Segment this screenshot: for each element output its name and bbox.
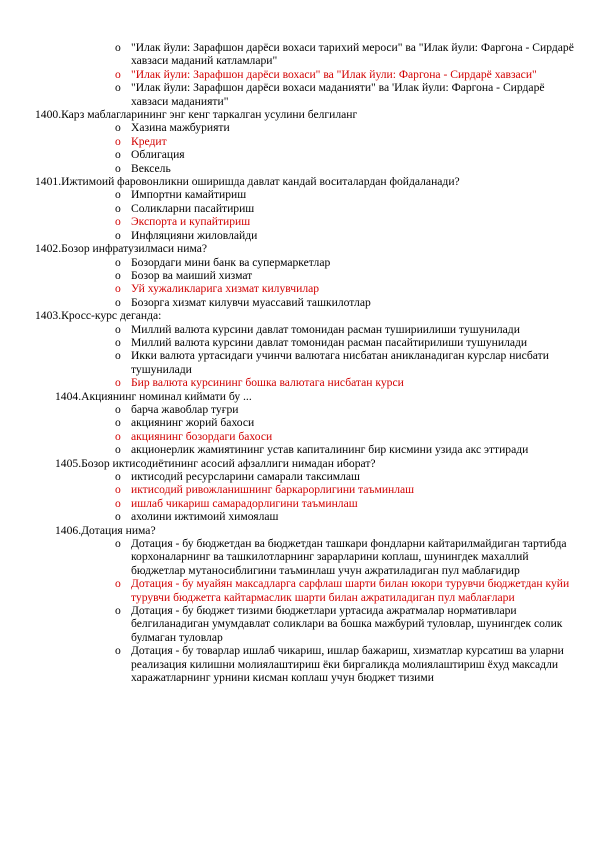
- answer-text: ахолини ижтимоий химоялаш: [131, 510, 279, 524]
- answer-text: Инфляцияни жиловлайди: [131, 228, 258, 242]
- answer-option: [0, 296, 595, 309]
- bullet-icon: o: [115, 483, 121, 497]
- bullet-icon: o: [115, 295, 121, 309]
- answer-text: Уй хужаликларига хизмат килувчилар: [131, 282, 320, 296]
- answer-option: [0, 349, 595, 376]
- answer-option: [0, 443, 595, 456]
- answer-text: иктисодий ривожланишнинг баркарорлигини таъминлаш: [131, 483, 415, 497]
- answer-option: [0, 148, 595, 161]
- answer-option: [0, 162, 595, 175]
- bullet-icon: o: [115, 161, 121, 175]
- answer-option: [0, 510, 595, 523]
- bullet-icon: o: [115, 268, 121, 282]
- bullet-icon: o: [115, 335, 121, 349]
- bullet-icon: o: [115, 215, 121, 229]
- answer-option-correct: [0, 483, 595, 496]
- answer-text: Дотация - бу бюджет тизими бюджетлари уртасида ажратмалар нормативлари белгиланадиган умумдавлат соликлари ва бошка мажбурий туловлар, шунингдек солик булмаган туловлар: [131, 604, 563, 644]
- answer-text: Соликларни пасайтириш: [131, 201, 255, 215]
- answer-option-correct: [0, 376, 595, 389]
- answer-option: [0, 229, 595, 242]
- bullet-icon: o: [115, 148, 121, 162]
- answer-text: акциянинг жорий бахоси: [131, 416, 255, 430]
- question-text: 1406.Дотация нима?: [55, 523, 156, 537]
- answer-text: Икки валюта уртасидаги учинчи валютага нисбатан аникланадиган курслар нисбати тушунилади: [131, 349, 549, 376]
- bullet-icon: o: [115, 443, 121, 457]
- answer-option: [0, 269, 595, 282]
- question-text: 1405.Бозор иктисодиётининг асосий афзаллиги нимадан иборат?: [55, 456, 376, 470]
- bullet-icon: o: [115, 402, 121, 416]
- answer-text: Дотация - бу муайян максадларга сарфлаш шарти билан юкори турувчи бюджетдан куйи турувчи бюджетга кайтармаслик шарти билан ажратиладиган пул маблағлари: [131, 577, 570, 604]
- answer-option: [0, 323, 595, 336]
- answer-text: "Илак йули: Зарафшон дарёси вохаси маданияти" ва 'Илак йули: Фаргона - Сирдарё хавзаси маданияти": [131, 81, 545, 108]
- answer-option-correct: [0, 497, 595, 510]
- document-page: [0, 41, 595, 685]
- bullet-icon: o: [115, 376, 121, 390]
- bullet-icon: o: [115, 644, 121, 658]
- answer-text: "Илак йули: Зарафшон дарёси вохаси тарихий мероси" ва "Илак йули: Фаргона - Сирдарё хавзаси маданий катламлари": [131, 41, 574, 68]
- answer-text: "Илак йули: Зарафшон дарёси вохаси" ва "Илак йули: Фаргона - Сирдарё хавзаси": [131, 67, 537, 81]
- bullet-icon: o: [115, 282, 121, 296]
- answer-text: Бир валюта курсининг бошка валютага нисбатан курси: [131, 376, 404, 390]
- bullet-icon: o: [115, 496, 121, 510]
- answer-text: Миллий валюта курсини давлат томонидан расман пасайтирилиши тушунилади: [131, 335, 528, 349]
- bullet-icon: o: [115, 470, 121, 483]
- answer-text: Бозор ва маиший хизмат: [131, 268, 253, 282]
- bullet-icon: o: [115, 188, 121, 202]
- question-text: 1400.Карз маблагларининг энг кенг таркалган усулини белгиланг: [35, 108, 358, 122]
- bullet-icon: o: [115, 67, 121, 81]
- bullet-icon: o: [115, 537, 121, 551]
- bullet-icon: o: [115, 201, 121, 215]
- question-text: 1401.Ижтимоий фаровонликни оширишда давлат кандай воситалардан фойдаланади?: [35, 175, 460, 189]
- answer-option: [0, 470, 595, 483]
- question-text: 1403.Кросс-курс деганда:: [35, 309, 162, 323]
- answer-option-correct: [0, 577, 595, 604]
- bullet-icon: o: [115, 81, 121, 95]
- answer-text: Дотация - бу бюджетдан ва бюджетдан ташкари фондларни кайтарилмайдиган тартибда корхоналарнинг ва ташкилотларнинг зарарларини коплаш, шунингдек махаллий бюджетлар мутаносиблигини таъминлаш учун ажратиладиган пул маблағидир: [131, 537, 567, 577]
- bullet-icon: o: [115, 510, 121, 524]
- bullet-icon: o: [115, 429, 121, 443]
- answer-text: барча жавоблар туғри: [131, 402, 239, 416]
- answer-option: [0, 41, 595, 68]
- answer-text: Кредит: [131, 134, 167, 148]
- answer-text: Экспорта и купайтириш: [131, 215, 251, 229]
- answer-option: [0, 81, 595, 108]
- answer-option: [0, 256, 595, 269]
- answer-text: Облигация: [131, 148, 185, 162]
- question-text: 1402.Бозор инфратузилмаси нима?: [35, 242, 207, 256]
- answer-option: [0, 416, 595, 429]
- answer-option: [0, 403, 595, 416]
- answer-text: Дотация - бу товарлар ишлаб чикариш, ишлар бажариш, хизматлар курсатиш ва уларни реализация килишни молиялаштириш ёки биргаликда молиялаштириш ёхуд максадли харажатларнинг урнини кисман коплаш учун бюджет тизими: [131, 644, 564, 685]
- answer-option-correct: [0, 215, 595, 228]
- answer-text: Бозордаги мини банк ва супермаркетлар: [131, 255, 331, 269]
- answer-option-correct: [0, 282, 595, 295]
- answer-option: [0, 537, 595, 577]
- bullet-icon: o: [115, 121, 121, 135]
- answer-text: Бозорга хизмат килувчи муассавий ташкилотлар: [131, 295, 371, 309]
- answer-text: иктисодий ресурсларини самарали таксимлаш: [131, 470, 360, 483]
- bullet-icon: o: [115, 604, 121, 618]
- answer-option: [0, 644, 595, 684]
- bullet-icon: o: [115, 577, 121, 591]
- answer-option-correct: [0, 430, 595, 443]
- bullet-icon: o: [115, 322, 121, 336]
- answer-option: [0, 121, 595, 134]
- answer-option: [0, 604, 595, 644]
- answer-text: акциянинг бозордаги бахоси: [131, 429, 273, 443]
- answer-option: [0, 188, 595, 201]
- answer-option-correct: [0, 68, 595, 81]
- bullet-icon: o: [115, 349, 121, 363]
- question-text: 1404.Акциянинг номинал киймати бу ...: [55, 389, 252, 403]
- answer-text: акционерлик жамиятининг устав капиталининг бир кисмини узида акс эттиради: [131, 443, 529, 457]
- answer-text: ишлаб чикариш самарадорлигини таъминлаш: [131, 496, 358, 510]
- answer-option: [0, 336, 595, 349]
- answer-option-correct: [0, 135, 595, 148]
- bullet-icon: o: [115, 255, 121, 269]
- bullet-icon: o: [115, 416, 121, 430]
- answer-text: Хазина мажбурияти: [131, 121, 230, 135]
- bullet-icon: o: [115, 41, 121, 54]
- answer-text: Миллий валюта курсини давлат томонидан расман тушириилиши тушунилади: [131, 322, 520, 336]
- answer-option: [0, 202, 595, 215]
- bullet-icon: o: [115, 228, 121, 242]
- bullet-icon: o: [115, 134, 121, 148]
- answer-text: Импортни камайтириш: [131, 188, 247, 202]
- answer-text: Вексель: [131, 161, 171, 175]
